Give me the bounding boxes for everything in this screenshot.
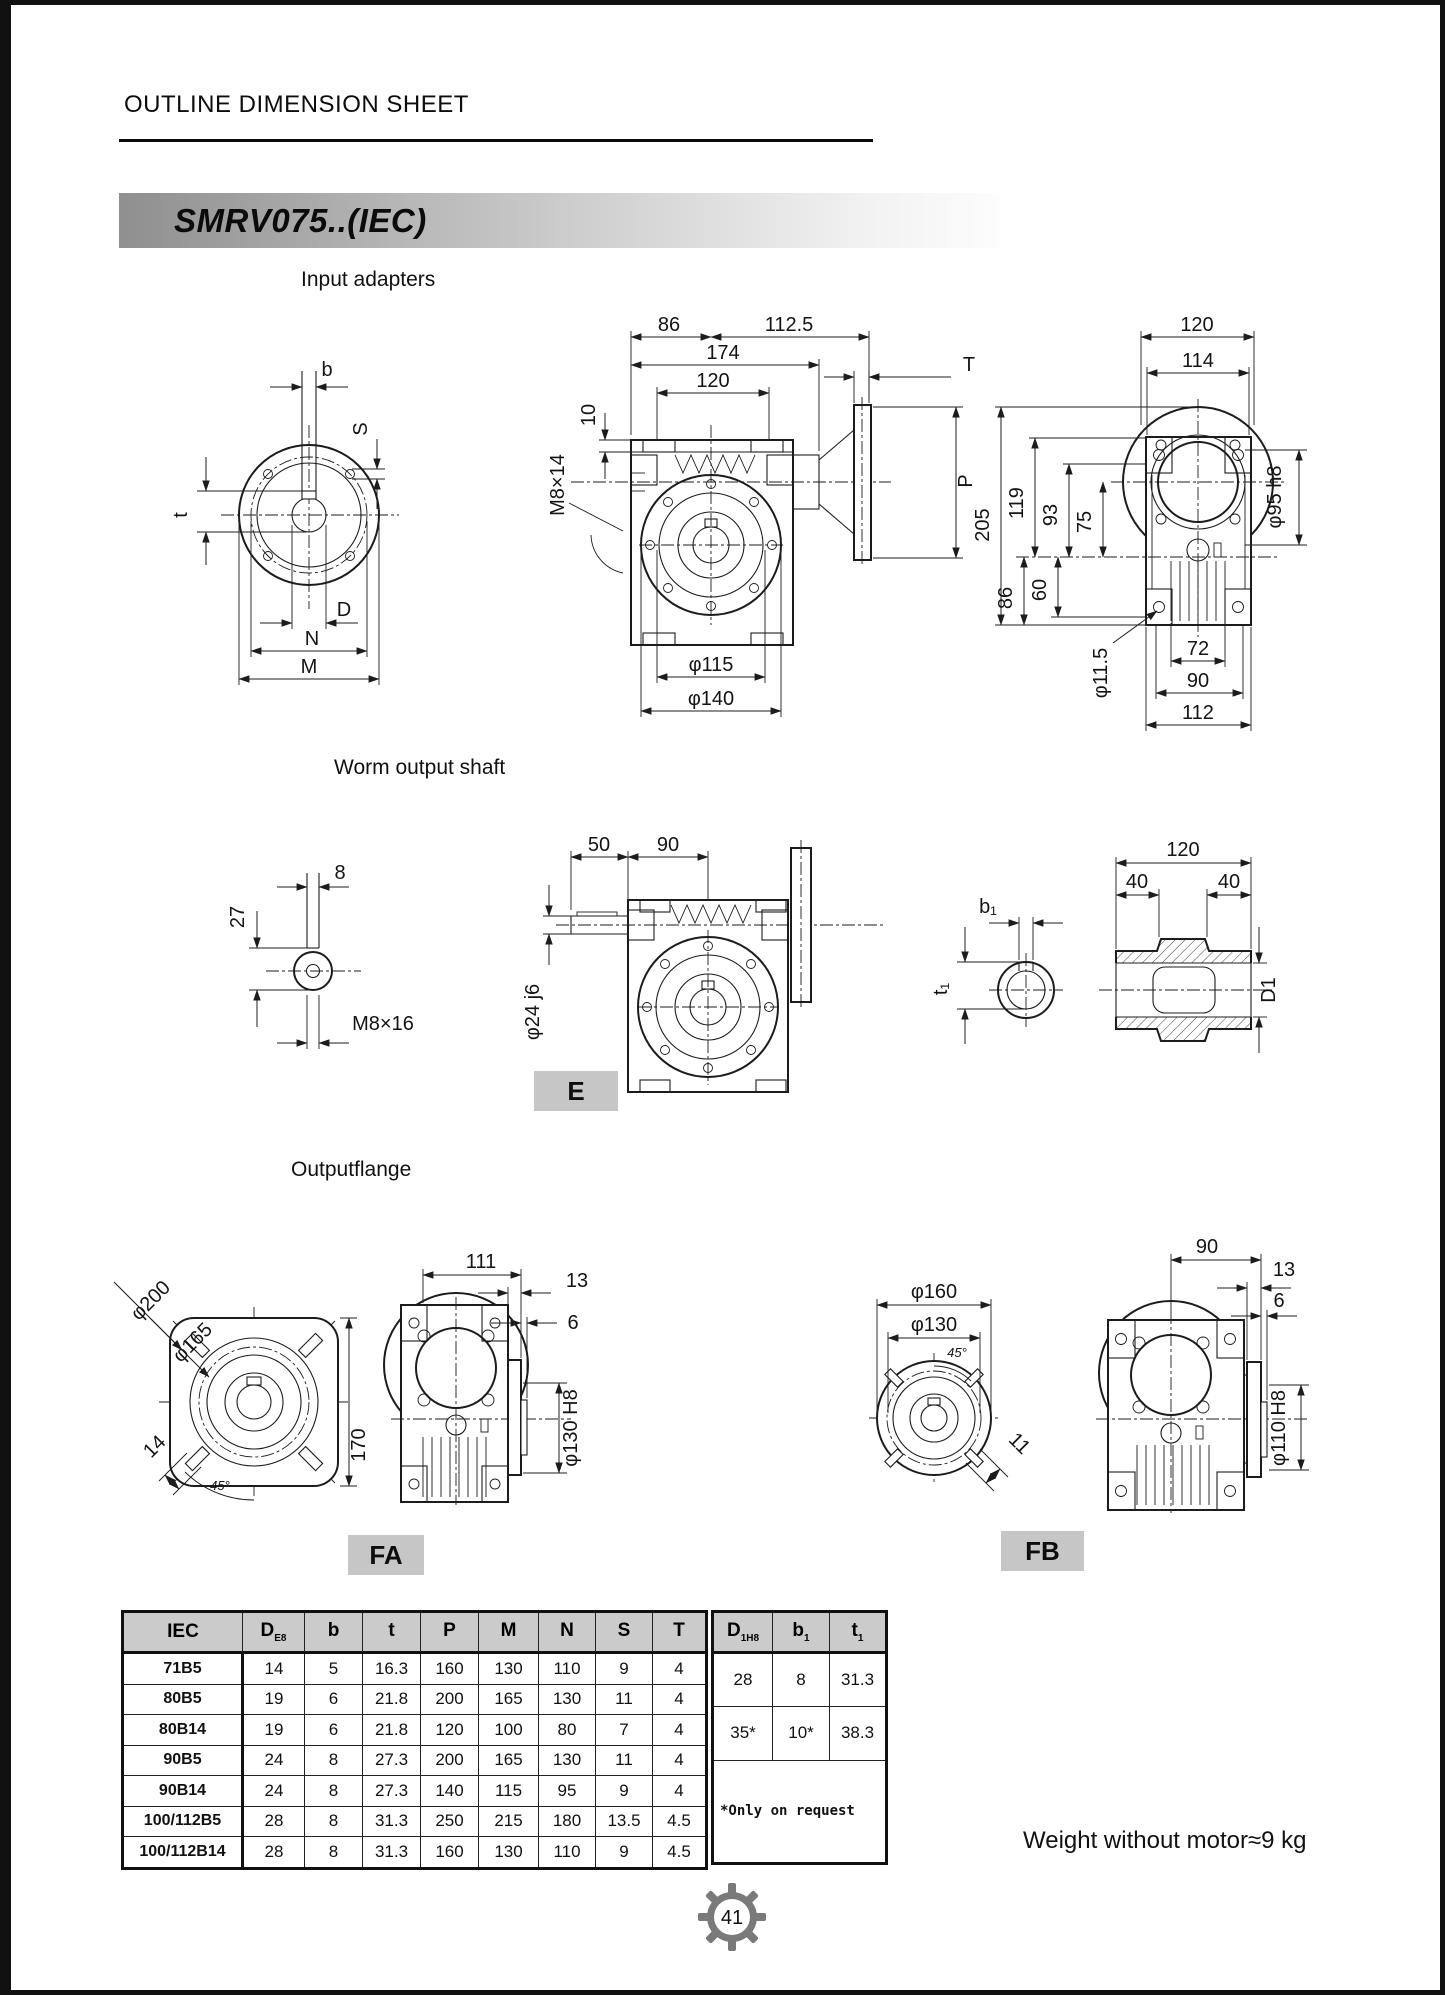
table-cell: 11 (596, 1684, 653, 1715)
dim-40l-label: 40 (1125, 871, 1149, 893)
table-cell: 100 (479, 1715, 539, 1746)
table-cell: 19 (243, 1684, 305, 1715)
dim-t1-label: t₁ (930, 982, 952, 996)
section-heading-input-adapters: Input adapters (301, 268, 436, 291)
dim-90-rear-label: 90 (1186, 670, 1210, 692)
table-cell: 4.5 (653, 1806, 707, 1837)
table-cell: 4 (653, 1745, 707, 1776)
table-cell: 31.3 (363, 1806, 421, 1837)
note-cell (713, 1760, 887, 1863)
dim-t-label: t (170, 512, 192, 518)
table-cell: 27.3 (363, 1776, 421, 1807)
table-cell: 21.8 (363, 1715, 421, 1746)
table-cell: 4 (653, 1684, 707, 1715)
dim-b-label: b (321, 359, 333, 381)
table-cell: 8 (305, 1837, 363, 1869)
table-cell: 31.3 (363, 1837, 421, 1869)
dim-d160-label: φ160 (910, 1281, 958, 1303)
table-cell: 4.5 (653, 1837, 707, 1869)
dim-d110h8-label: φ110 H8 (1268, 1390, 1290, 1466)
col-header: b (305, 1612, 363, 1653)
table-cell: 160 (421, 1653, 479, 1685)
table-cell: 200 (421, 1745, 479, 1776)
dim-111-label: 111 (465, 1251, 497, 1273)
table-cell: 38.3 (830, 1707, 887, 1760)
dim-112-label: 112 (1182, 702, 1214, 724)
table-cell: 110 (539, 1653, 596, 1685)
dim-72-label: 72 (1186, 638, 1210, 660)
dim-b1-label: b₁ (979, 896, 997, 918)
dim-10-label: 10 (578, 403, 600, 427)
dim-d115-label: φ115 (688, 654, 734, 676)
col-header: $t_1$ (830, 1612, 887, 1653)
table-cell: 8 (305, 1776, 363, 1807)
header-row (713, 1612, 887, 1653)
table-cell: 6 (305, 1715, 363, 1746)
page-number-badge (697, 1881, 767, 1951)
dim-14-label: 14 (139, 1431, 171, 1463)
dim-86-rear-label: 86 (995, 586, 1017, 610)
table-cell: 250 (421, 1806, 479, 1837)
table-cell: 24 (243, 1776, 305, 1807)
hollow-output-shaft-views (930, 839, 1280, 1053)
table-cell: 10* (773, 1707, 830, 1760)
worm-shaft-end-view (227, 862, 414, 1049)
dim-93-label: 93 (1040, 503, 1062, 527)
table-cell: 19 (243, 1715, 305, 1746)
header-row (123, 1612, 707, 1653)
input-adapter-side-view (547, 314, 977, 717)
dim-m-label: M (300, 656, 318, 678)
weight-note: Weight without motor≈9 kg (1023, 1827, 1307, 1854)
table-cell: 140 (421, 1776, 479, 1807)
variant-label-e: E (534, 1071, 618, 1111)
table-cell: 14 (243, 1653, 305, 1685)
table-cell: 4 (653, 1776, 707, 1807)
row-iec: 90B5 (123, 1745, 243, 1776)
dim-11-label: 11 (1004, 1428, 1035, 1459)
table-cell: 21.8 (363, 1684, 421, 1715)
dim-75-label: 75 (1074, 510, 1096, 534)
section-heading-worm-output-shaft: Worm output shaft (334, 756, 506, 779)
iec-dimension-table (121, 1610, 708, 1870)
dim-m8x16-label: M8×16 (352, 1013, 414, 1035)
table-cell: 180 (539, 1806, 596, 1837)
dim-p-label: P (955, 474, 977, 488)
dim-n-label: N (304, 628, 320, 650)
table-cell: 8 (305, 1806, 363, 1837)
table-row (123, 1745, 707, 1776)
col-header: $b_1$ (773, 1612, 830, 1653)
table-cell: 120 (421, 1715, 479, 1746)
row-iec: 100/112B5 (123, 1806, 243, 1837)
row-iec: 80B5 (123, 1684, 243, 1715)
table-cell: 165 (479, 1745, 539, 1776)
col-header: N (539, 1612, 596, 1653)
col-header: t (363, 1612, 421, 1653)
dim-90-ws-label: 90 (656, 834, 680, 856)
dim-m8x14-label: M8×14 (547, 454, 569, 516)
output-flange-fa-front-view (114, 1277, 370, 1500)
table-row (123, 1684, 707, 1715)
col-header: S (596, 1612, 653, 1653)
table-cell: 4 (653, 1715, 707, 1746)
table-cell: 130 (479, 1653, 539, 1685)
table-cell: 9 (596, 1776, 653, 1807)
dim-8-label: 8 (334, 862, 346, 884)
page-number: 41 (720, 1907, 744, 1929)
table-cell: 200 (421, 1684, 479, 1715)
dim-d130h8-label: φ130 H8 (560, 1389, 582, 1467)
dim-d140-label: φ140 (687, 688, 735, 710)
table-row (713, 1653, 887, 1707)
table-cell: 28 (243, 1837, 305, 1869)
col-header-iec: IEC (123, 1612, 243, 1653)
table-cell: 215 (479, 1806, 539, 1837)
input-adapter-front-view (170, 359, 399, 685)
dim-40r-label: 40 (1217, 871, 1241, 893)
table-row (123, 1715, 707, 1746)
iec-table-container (121, 1610, 708, 1870)
table-cell: 110 (539, 1837, 596, 1869)
table-cell: 31.3 (830, 1653, 887, 1707)
dim-d24j6-label: φ24 j6 (522, 983, 544, 1041)
table-cell: 80 (539, 1715, 596, 1746)
table-cell: 4 (653, 1653, 707, 1685)
table-row (713, 1707, 887, 1760)
table-cell: 165 (479, 1684, 539, 1715)
dim-13-fa-label: 13 (565, 1270, 589, 1292)
dim-119-label: 119 (1006, 487, 1028, 519)
row-iec: 71B5 (123, 1653, 243, 1685)
dim-205-label: 205 (972, 508, 994, 542)
dim-170-label: 170 (348, 1428, 370, 1462)
dim-45deg-fb-label: 45° (947, 1345, 967, 1360)
table-cell: 115 (479, 1776, 539, 1807)
dim-d95h8-label: φ95 h8 (1264, 465, 1286, 529)
table-cell: 9 (596, 1837, 653, 1869)
worm-output-side-view (522, 834, 883, 1092)
row-iec: 90B14 (123, 1776, 243, 1807)
section-heading-output-flange: Outputflange (291, 1158, 412, 1181)
table-cell: 9 (596, 1653, 653, 1685)
table-cell: 28 (713, 1653, 773, 1707)
dim-27-label: 27 (227, 905, 249, 929)
hollow-shaft-table-container (711, 1610, 888, 1865)
table-cell: 8 (305, 1745, 363, 1776)
dim-60-label: 60 (1029, 578, 1051, 602)
dim-45deg-fa-label: 45° (210, 1478, 230, 1493)
table-row (713, 1760, 887, 1863)
dim-6-fa-label: 6 (567, 1312, 579, 1334)
row-iec: 100/112B14 (123, 1837, 243, 1869)
dim-s-label: S (350, 422, 372, 436)
table-cell: 95 (539, 1776, 596, 1807)
dim-90-fb-label: 90 (1195, 1236, 1219, 1258)
dim-13-fb-label: 13 (1272, 1259, 1296, 1281)
output-flange-fa-side-view (384, 1251, 588, 1505)
dim-6-fb-label: 6 (1273, 1290, 1285, 1312)
table-cell: 8 (773, 1653, 830, 1707)
table-row (123, 1806, 707, 1837)
hollow-shaft-table (711, 1610, 888, 1865)
row-iec: 80B14 (123, 1715, 243, 1746)
input-adapter-rear-view (972, 314, 1307, 731)
table-cell: 24 (243, 1745, 305, 1776)
variant-label-fb: FB (1001, 1531, 1084, 1571)
table-cell: 130 (539, 1745, 596, 1776)
model-name: SMRV075..(IEC) (174, 201, 427, 239)
table-cell: 35* (713, 1707, 773, 1760)
dim-d165-label: φ165 (168, 1318, 217, 1367)
dim-174-label: 174 (706, 342, 740, 364)
dim-d1-label: D1 (1258, 977, 1280, 1003)
output-flange-fb-side-view (1096, 1236, 1309, 1513)
table-row (123, 1837, 707, 1869)
dim-112-5-label: 112.5 (764, 314, 814, 336)
dim-d-label: D (336, 599, 352, 621)
dim-t-flange-label: T (962, 354, 976, 376)
table-cell: 160 (421, 1837, 479, 1869)
table-cell: 28 (243, 1806, 305, 1837)
table-cell: 11 (596, 1745, 653, 1776)
dim-d130-fb-label: φ130 (910, 1314, 958, 1336)
col-header: M (479, 1612, 539, 1653)
table-cell: 6 (305, 1684, 363, 1715)
output-flange-fb-front-view (869, 1281, 1034, 1491)
table-cell: 5 (305, 1653, 363, 1685)
table-row (123, 1776, 707, 1807)
table-cell: 16.3 (363, 1653, 421, 1685)
table-footnote: *Only on request (720, 1802, 855, 1819)
dim-86-label: 86 (657, 314, 681, 336)
dim-50-label: 50 (587, 834, 611, 856)
table-cell: 130 (539, 1684, 596, 1715)
col-header: T (653, 1612, 707, 1653)
table-cell: 130 (479, 1837, 539, 1869)
col-header: P (421, 1612, 479, 1653)
table-cell: 7 (596, 1715, 653, 1746)
variant-label-fa: FA (348, 1535, 424, 1575)
table-cell: 13.5 (596, 1806, 653, 1837)
table-cell: 27.3 (363, 1745, 421, 1776)
dim-120-label: 120 (696, 370, 730, 392)
dim-d11-5-label: φ11.5 (1090, 647, 1112, 699)
dim-120-hollow-label: 120 (1166, 839, 1200, 861)
table-row (123, 1653, 707, 1685)
col-header: $D_{1H8}$ (713, 1612, 773, 1653)
col-header: $D_{E8}$ (243, 1612, 305, 1653)
dim-114-label: 114 (1182, 350, 1214, 372)
dim-d200-label: φ200 (126, 1276, 175, 1325)
dim-120-rear-label: 120 (1180, 314, 1214, 336)
page-title: OUTLINE DIMENSION SHEET (124, 91, 469, 118)
